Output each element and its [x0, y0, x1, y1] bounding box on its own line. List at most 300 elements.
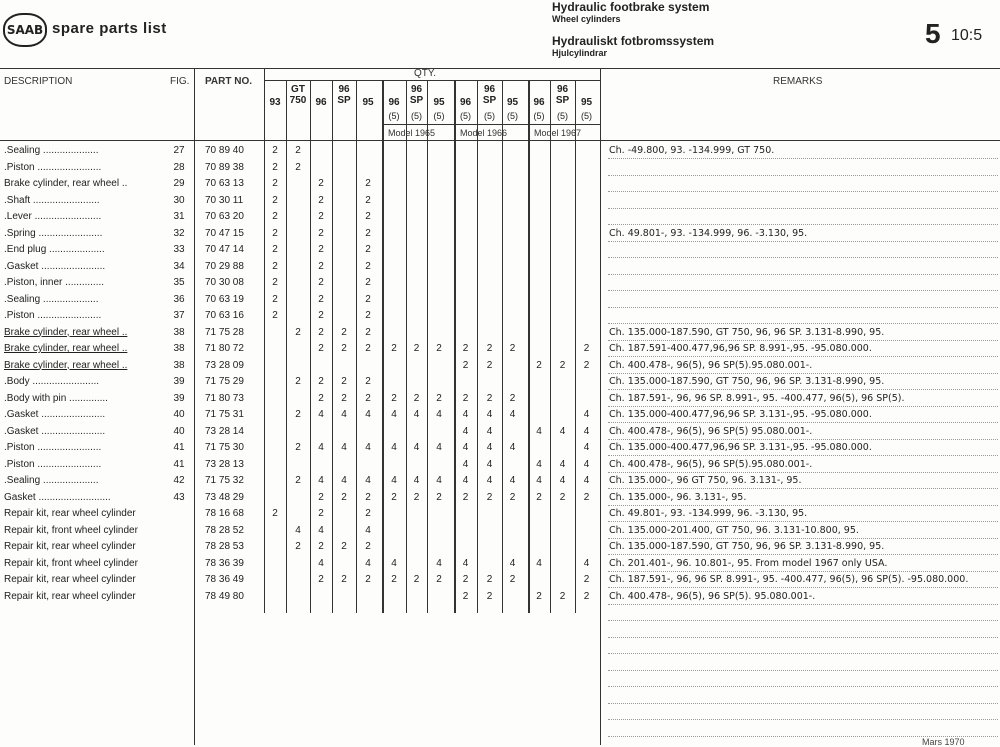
row-qty — [575, 193, 598, 210]
row-qty: 2 — [318, 376, 324, 387]
row-description: .Lever ........................ — [4, 211, 102, 222]
remark-leader-line — [608, 719, 998, 720]
row-qty — [550, 391, 575, 408]
row-qty — [332, 589, 356, 606]
row-qty — [264, 490, 286, 507]
row-qty: 2 — [391, 491, 397, 503]
table-top-rule — [0, 68, 1000, 69]
row-qty: 2 — [509, 574, 516, 585]
qty-col-13-label: 95 — [580, 97, 593, 108]
row-qty — [477, 160, 502, 177]
row-qty: 4 — [318, 524, 324, 536]
row-qty: 2 — [272, 178, 278, 189]
row-qty — [286, 176, 310, 193]
row-remark: Ch. 135.000-201.400, GT 750, 96. 3.131-10.800, 95. — [609, 524, 859, 536]
row-description: .Piston, inner .............. — [4, 277, 105, 288]
row-qty — [382, 506, 406, 523]
remark-leader-line — [608, 653, 998, 654]
row-qty: 2 — [365, 211, 371, 222]
row-qty: 4 — [391, 442, 397, 453]
row-fig — [167, 556, 191, 573]
remark-leader-line — [608, 191, 998, 192]
model-1965: Model 1965 — [388, 128, 436, 138]
remark-leader-line — [608, 340, 998, 341]
row-qty — [427, 506, 451, 523]
remark-leader-line — [608, 571, 998, 572]
row-qty — [575, 226, 598, 243]
row-qty — [528, 259, 550, 276]
row-qty: 4 — [436, 475, 442, 486]
row-qty — [502, 292, 523, 309]
row-remark: Ch. 135.000-400.477,96,96 SP. 3.131-,95. -95.080.000. — [609, 442, 872, 453]
row-qty: 4 — [318, 557, 324, 569]
remark-leader-line — [608, 208, 998, 209]
row-qty — [332, 209, 356, 226]
row-part-number: 70 30 08 — [205, 277, 244, 288]
row-qty — [477, 226, 502, 243]
row-description: Brake cylinder, rear wheel .. — [4, 359, 128, 371]
row-remark: Ch. 187.591-, 96, 96 SP. 8.991-, 95. -400.477, 96(5), 96 SP(5). -95.080.000. — [609, 574, 969, 585]
row-qty: 2 — [318, 227, 324, 239]
row-qty — [502, 589, 523, 606]
row-qty — [454, 523, 477, 540]
row-qty — [454, 374, 477, 391]
row-qty: 4 — [413, 442, 420, 453]
title-sv: Hydrauliskt fotbromssystem — [552, 34, 715, 48]
row-qty: 2 — [583, 590, 590, 602]
row-qty — [406, 539, 427, 556]
row-qty — [356, 457, 380, 474]
row-qty — [332, 556, 356, 573]
row-qty — [286, 490, 310, 507]
qty-col-7-label: 95 — [433, 97, 445, 108]
row-qty — [332, 143, 356, 160]
row-qty — [286, 275, 310, 292]
row-qty — [382, 523, 406, 540]
row-qty — [406, 506, 427, 523]
row-qty — [528, 325, 550, 342]
remark-leader-line — [608, 505, 998, 506]
row-qty: 2 — [536, 590, 542, 602]
row-qty — [575, 308, 598, 325]
row-qty — [477, 325, 502, 342]
row-qty — [406, 209, 427, 226]
row-qty: 2 — [365, 326, 371, 338]
row-qty: 2 — [583, 491, 590, 503]
row-qty: 4 — [559, 425, 566, 437]
row-qty: 4 — [462, 409, 469, 420]
row-qty: 4 — [365, 475, 371, 486]
row-qty: 2 — [486, 574, 493, 585]
row-qty — [575, 242, 598, 259]
row-qty — [332, 523, 356, 540]
row-qty — [286, 226, 310, 243]
row-qty — [264, 325, 286, 342]
row-qty: 2 — [536, 359, 542, 371]
row-qty: 4 — [486, 409, 493, 420]
row-qty — [502, 160, 523, 177]
row-qty: 4 — [583, 442, 590, 453]
row-qty — [528, 275, 550, 292]
row-qty — [382, 589, 406, 606]
row-qty — [575, 176, 598, 193]
row-qty: 2 — [365, 508, 371, 519]
row-fig — [167, 572, 191, 589]
row-qty — [502, 325, 523, 342]
row-qty — [528, 242, 550, 259]
row-qty — [406, 242, 427, 259]
row-description: Gasket .......................... — [4, 491, 111, 503]
row-qty — [550, 292, 575, 309]
row-qty — [332, 424, 356, 441]
col-remarks: REMARKS — [773, 76, 823, 87]
row-fig: 39 — [173, 376, 185, 387]
row-description: .Shaft ........................ — [4, 194, 100, 206]
row-qty: 2 — [318, 211, 324, 222]
qty-col-13-paren: (5) — [581, 111, 592, 121]
row-qty — [382, 358, 406, 375]
row-qty — [286, 209, 310, 226]
row-qty: 2 — [365, 541, 371, 552]
row-qty: 2 — [436, 491, 442, 503]
row-qty — [382, 242, 406, 259]
row-qty: 4 — [391, 409, 397, 420]
qty-col-9-label: 96 SP — [482, 84, 497, 106]
remark-leader-line — [608, 158, 998, 159]
remark-leader-line — [608, 604, 998, 605]
row-qty: 2 — [318, 244, 324, 255]
row-qty: 2 — [295, 442, 301, 453]
row-qty — [528, 440, 550, 457]
qty-col-2-label: 96 — [315, 97, 327, 108]
remark-leader-line — [608, 703, 998, 704]
remark-leader-line — [608, 241, 998, 242]
row-part-number: 70 63 19 — [205, 293, 244, 305]
row-qty: 4 — [341, 475, 347, 486]
row-qty: 4 — [436, 409, 442, 420]
row-qty: 2 — [462, 343, 469, 354]
row-qty — [406, 523, 427, 540]
row-qty — [332, 242, 356, 259]
row-qty — [286, 572, 310, 589]
row-qty — [502, 209, 523, 226]
row-qty — [502, 506, 523, 523]
row-qty — [332, 308, 356, 325]
row-qty — [286, 259, 310, 276]
row-qty: 2 — [318, 260, 324, 272]
row-qty — [382, 275, 406, 292]
row-qty — [550, 572, 575, 589]
row-remark: Ch. 135.000-400.477,96,96 SP. 3.131-,95. -95.080.000. — [609, 409, 872, 420]
row-qty — [575, 209, 598, 226]
row-qty — [454, 259, 477, 276]
row-qty — [382, 374, 406, 391]
row-part-number: 71 75 30 — [205, 442, 244, 453]
row-qty — [550, 259, 575, 276]
row-qty — [427, 374, 451, 391]
row-part-number: 73 28 09 — [205, 359, 244, 371]
row-qty — [406, 358, 427, 375]
row-qty: 4 — [436, 557, 442, 569]
row-description: .Gasket ....................... — [4, 260, 106, 272]
row-qty — [382, 325, 406, 342]
row-qty — [286, 457, 310, 474]
row-fig: 43 — [173, 491, 185, 503]
row-qty: 4 — [318, 475, 324, 486]
row-remark: Ch. 400.478-, 96(5), 96 SP(5).95.080.001-. — [609, 458, 813, 470]
remark-leader-line — [608, 389, 998, 390]
row-part-number: 70 63 20 — [205, 211, 244, 222]
row-part-number: 71 75 28 — [205, 326, 244, 338]
row-remark: Ch. 49.801-, 93. -134.999, 96. -3.130, 95. — [609, 227, 808, 239]
row-qty — [332, 457, 356, 474]
row-qty: 2 — [272, 194, 278, 206]
row-qty — [286, 341, 310, 358]
row-qty: 2 — [318, 293, 324, 305]
row-qty — [427, 259, 451, 276]
row-qty: 2 — [583, 359, 590, 371]
model-1966: Model 1966 — [460, 128, 508, 138]
row-qty: 2 — [583, 343, 590, 354]
row-description: .End plug .................... — [4, 244, 105, 255]
qty-col-10-paren: (5) — [507, 111, 518, 121]
row-qty — [550, 523, 575, 540]
row-qty — [382, 209, 406, 226]
row-qty — [550, 209, 575, 226]
row-qty — [356, 160, 380, 177]
row-description: .Sealing .................... — [4, 145, 99, 156]
row-qty: 4 — [365, 557, 371, 569]
row-qty: 4 — [341, 442, 347, 453]
row-qty — [264, 589, 286, 606]
row-qty — [356, 358, 380, 375]
qty-col-0-label: 93 — [269, 97, 281, 108]
row-qty — [502, 308, 523, 325]
remark-leader-line — [608, 422, 998, 423]
row-qty: 2 — [272, 310, 278, 321]
row-qty — [502, 275, 523, 292]
row-qty — [528, 176, 550, 193]
row-qty: 4 — [365, 442, 371, 453]
row-qty: 4 — [583, 475, 590, 486]
row-qty: 4 — [462, 475, 469, 486]
row-qty: 2 — [365, 277, 371, 288]
row-qty — [575, 325, 598, 342]
row-qty — [286, 589, 310, 606]
row-description: .Body ........................ — [4, 376, 100, 387]
row-qty — [382, 226, 406, 243]
row-qty — [382, 259, 406, 276]
row-qty — [427, 523, 451, 540]
row-qty — [528, 374, 550, 391]
row-qty — [427, 209, 451, 226]
row-qty — [528, 143, 550, 160]
row-fig: 32 — [173, 227, 185, 239]
row-description: Brake cylinder, rear wheel .. — [4, 178, 128, 189]
row-qty: 4 — [536, 425, 542, 437]
row-qty: 2 — [462, 392, 469, 404]
row-qty: 2 — [341, 574, 347, 585]
row-qty: 2 — [341, 392, 347, 404]
row-qty: 4 — [391, 475, 397, 486]
row-qty — [575, 539, 598, 556]
row-qty: 4 — [413, 409, 420, 420]
remark-leader-line — [608, 455, 998, 456]
row-part-number: 70 89 38 — [205, 161, 244, 173]
row-remark: Ch. 187.591-, 96, 96 SP. 8.991-, 95. -400.477, 96(5), 96 SP(5). — [609, 392, 905, 404]
remark-leader-line — [608, 274, 998, 275]
row-qty — [264, 556, 286, 573]
row-part-number: 71 80 73 — [205, 392, 244, 404]
row-qty — [575, 292, 598, 309]
row-qty — [264, 374, 286, 391]
row-qty — [528, 506, 550, 523]
row-qty — [528, 523, 550, 540]
qty-col-6-label: 96 SP — [409, 84, 424, 106]
row-qty — [332, 160, 356, 177]
row-qty — [454, 506, 477, 523]
row-qty — [528, 539, 550, 556]
row-fig: 41 — [173, 458, 185, 470]
row-qty — [528, 341, 550, 358]
remark-leader-line — [608, 406, 998, 407]
row-qty — [406, 325, 427, 342]
row-part-number: 70 29 88 — [205, 260, 244, 272]
row-remark: Ch. 135.000-187.590, GT 750, 96, 96 SP. 3.131-8.990, 95. — [609, 541, 885, 552]
remark-leader-line — [608, 439, 998, 440]
row-qty: 4 — [509, 475, 516, 486]
row-qty — [550, 374, 575, 391]
row-qty — [550, 176, 575, 193]
remark-leader-line — [608, 620, 998, 621]
row-qty: 4 — [536, 458, 542, 470]
row-qty: 4 — [536, 475, 542, 486]
row-qty: 2 — [462, 491, 469, 503]
qty-col-11-paren: (5) — [533, 111, 545, 121]
row-qty — [332, 506, 356, 523]
row-qty: 4 — [365, 524, 371, 536]
row-description: .Gasket ....................... — [4, 425, 106, 437]
row-qty: 2 — [365, 574, 371, 585]
row-qty: 2 — [365, 194, 371, 206]
row-qty: 2 — [413, 574, 420, 585]
row-fig: 30 — [173, 194, 185, 206]
row-qty — [454, 275, 477, 292]
row-qty: 2 — [436, 574, 442, 585]
row-qty: 2 — [536, 491, 542, 503]
row-qty — [477, 539, 502, 556]
row-qty: 2 — [272, 227, 278, 239]
row-qty: 2 — [272, 260, 278, 272]
qty-col-12-label: 96 SP — [555, 84, 570, 106]
row-qty: 2 — [295, 145, 301, 156]
row-fig: 34 — [173, 260, 185, 272]
row-qty — [427, 358, 451, 375]
remark-leader-line — [608, 257, 998, 258]
row-qty: 2 — [272, 244, 278, 255]
row-qty — [477, 292, 502, 309]
qty-col-9-paren: (5) — [484, 111, 495, 121]
row-qty — [264, 341, 286, 358]
row-fig: 38 — [173, 326, 185, 338]
row-qty — [550, 539, 575, 556]
qty-col-12-paren: (5) — [557, 111, 568, 121]
row-qty: 4 — [413, 475, 420, 486]
row-qty: 2 — [272, 293, 278, 305]
row-qty: 2 — [341, 376, 347, 387]
remark-leader-line — [608, 323, 998, 324]
row-qty — [310, 358, 332, 375]
row-fig: 28 — [173, 161, 185, 173]
row-qty — [427, 242, 451, 259]
row-qty: 2 — [509, 343, 516, 354]
row-qty — [528, 308, 550, 325]
row-qty: 2 — [341, 541, 347, 552]
row-qty — [502, 424, 523, 441]
row-description: .Sealing .................... — [4, 293, 99, 305]
row-remark: Ch. 49.801-, 93. -134.999, 96. -3.130, 95. — [609, 508, 808, 519]
row-fig — [167, 539, 191, 556]
title-en: Hydraulic footbrake system — [552, 0, 710, 14]
row-qty — [528, 292, 550, 309]
row-qty — [286, 424, 310, 441]
row-description: .Spring ....................... — [4, 227, 103, 239]
row-qty — [264, 539, 286, 556]
row-description: .Piston ....................... — [4, 442, 102, 453]
row-fig: 31 — [173, 211, 185, 222]
row-description: Brake cylinder, rear wheel .. — [4, 326, 128, 338]
row-part-number: 71 80 72 — [205, 343, 244, 354]
row-qty: 4 — [559, 458, 566, 470]
row-qty — [427, 424, 451, 441]
row-remark: Ch. 400.478-, 96(5), 96 SP(5).95.080.001-. — [609, 359, 813, 371]
row-qty — [550, 143, 575, 160]
row-part-number: 78 28 52 — [205, 524, 244, 536]
subsection-number: 10:5 — [951, 27, 983, 44]
row-qty: 2 — [559, 491, 566, 503]
row-qty — [477, 275, 502, 292]
row-qty: 2 — [486, 590, 493, 602]
row-qty — [264, 440, 286, 457]
row-qty — [264, 523, 286, 540]
row-part-number: 78 16 68 — [205, 508, 244, 519]
remark-leader-line — [608, 521, 998, 522]
row-qty — [286, 556, 310, 573]
row-qty: 2 — [365, 227, 371, 239]
row-qty — [286, 193, 310, 210]
row-qty — [477, 308, 502, 325]
row-qty — [528, 407, 550, 424]
row-qty: 2 — [318, 277, 324, 288]
row-fig: 42 — [173, 475, 185, 486]
col-part-no: PART NO. — [205, 76, 253, 87]
row-qty — [264, 457, 286, 474]
row-qty — [427, 325, 451, 342]
row-qty: 2 — [486, 343, 493, 354]
model-1967: Model 1967 — [534, 128, 582, 138]
row-qty — [286, 242, 310, 259]
model-year-rule — [382, 124, 600, 125]
row-fig — [167, 506, 191, 523]
row-remark: Ch. 400.478-, 96(5), 96 SP(5) 95.080.001-. — [609, 425, 813, 437]
row-qty — [427, 457, 451, 474]
row-qty — [356, 143, 380, 160]
row-qty — [550, 308, 575, 325]
row-remark: Ch. -49.800, 93. -134.999, GT 750. — [609, 145, 775, 156]
row-qty — [356, 589, 380, 606]
row-qty — [575, 523, 598, 540]
row-qty: 2 — [272, 161, 278, 173]
